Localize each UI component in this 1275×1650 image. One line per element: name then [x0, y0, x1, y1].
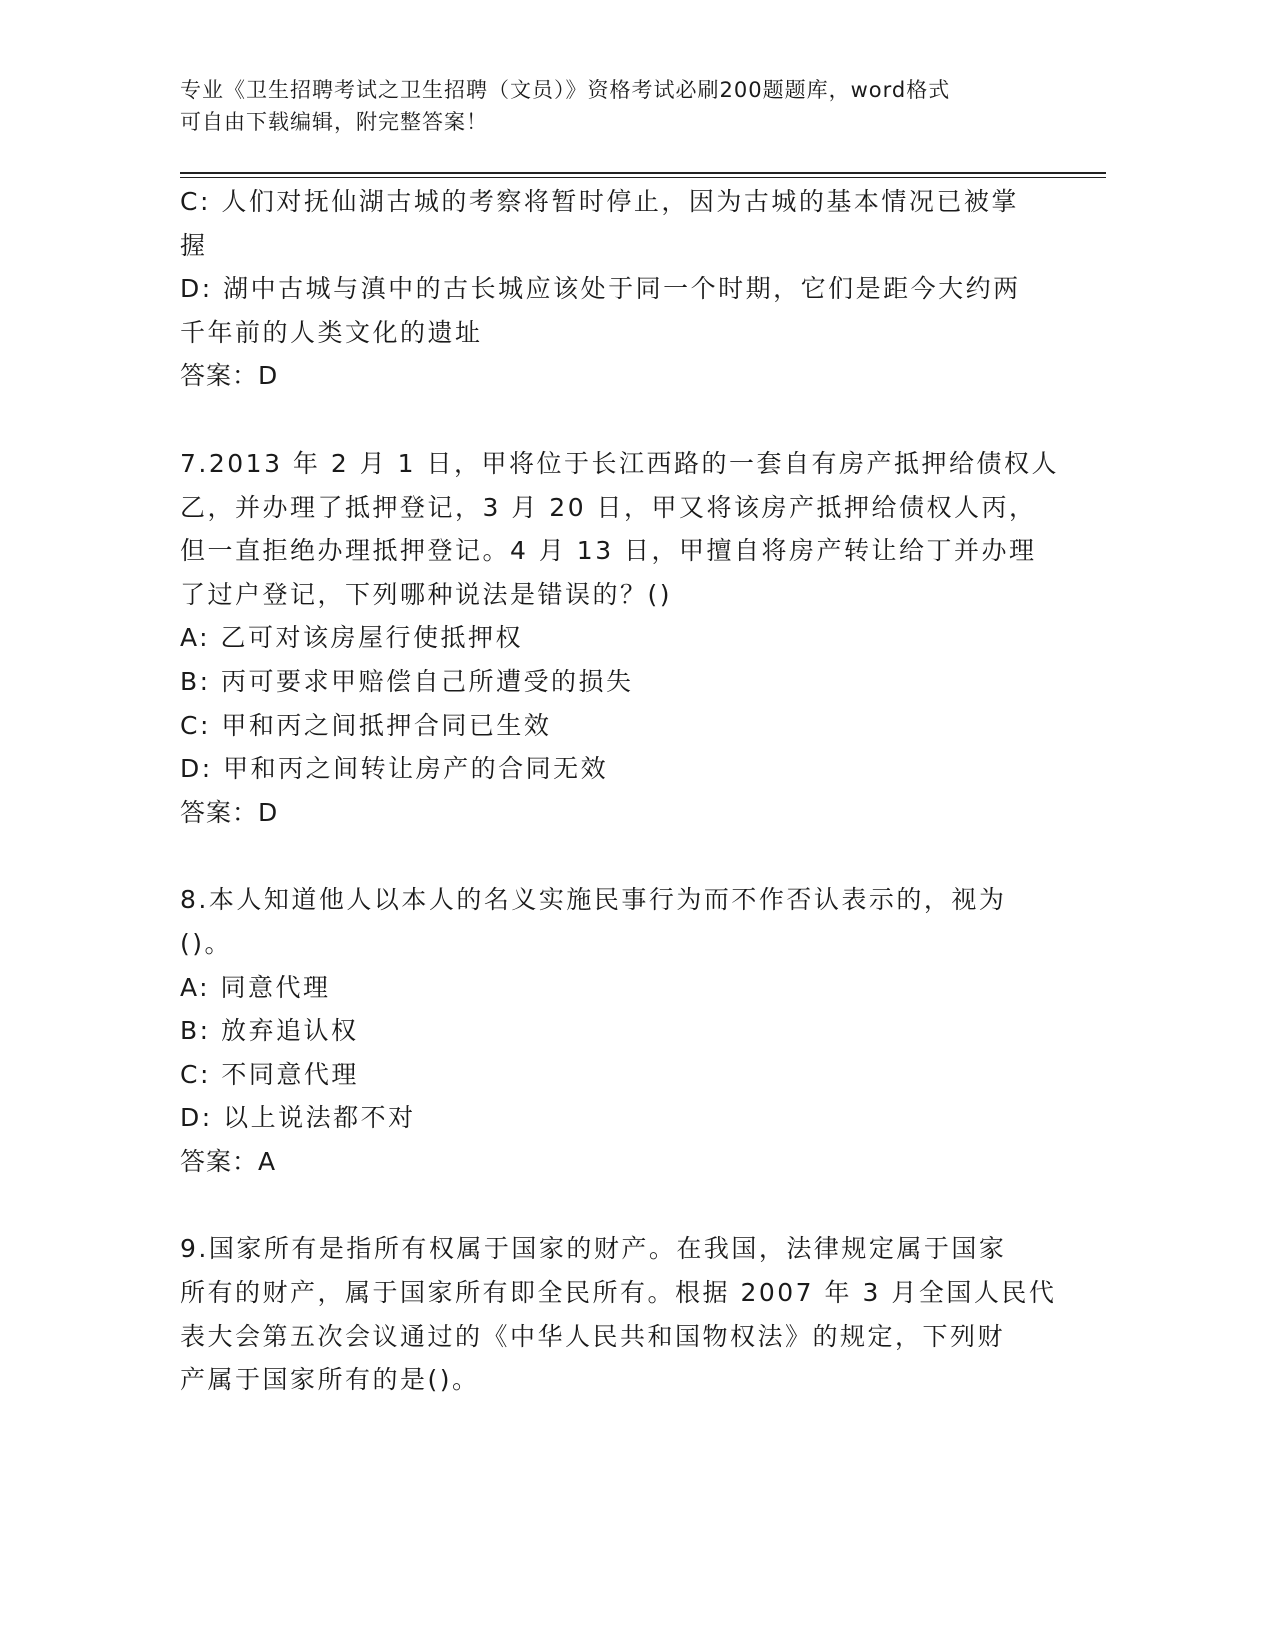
option-a: A: 乙可对该房屋行使抵押权 — [180, 623, 524, 653]
header-rule-thin — [180, 177, 1106, 178]
answer: 答案：D — [180, 797, 279, 827]
document-body — [180, 180, 1060, 1402]
question-stem-line: 所有的财产，属于国家所有即全民所有。根据 2007 年 3 月全国人民代 — [180, 1278, 1057, 1308]
option-d-line-1: D: 湖中古城与滇中的古长城应该处于同一个时期，它们是距今大约两 — [180, 274, 1021, 304]
question-stem-line: ()。 — [180, 928, 233, 958]
question-stem-line: 表大会第五次会议通过的《中华人民共和国物权法》的规定，下列财 — [180, 1321, 1006, 1351]
option-c: C: 不同意代理 — [180, 1059, 359, 1089]
option-c-line-2: 握 — [180, 230, 208, 260]
question-stem-line: 但一直拒绝办理抵押登记。4 月 13 日，甲擅自将房产转让给丁并办理 — [180, 536, 1037, 566]
question-stem-line: 8.本人知道他人以本人的名义实施民事行为而不作否认表示的，视为 — [180, 885, 1007, 915]
spacer — [180, 398, 1030, 442]
question-stem-line: 9.国家所有是指所有权属于国家的财产。在我国，法律规定属于国家 — [180, 1234, 1007, 1264]
question-stem-line: 产属于国家所有的是()。 — [180, 1365, 480, 1395]
option-c: C: 甲和丙之间抵押合同已生效 — [180, 710, 552, 740]
option-b: B: 放弃追认权 — [180, 1016, 359, 1046]
answer: 答案：D — [180, 361, 279, 391]
spacer — [180, 834, 1030, 878]
option-d: D: 以上说法都不对 — [180, 1103, 416, 1133]
option-d-line-2: 千年前的人类文化的遗址 — [180, 317, 483, 347]
header-rule-thick — [180, 172, 1106, 174]
question-stem-line: 乙，并办理了抵押登记，3 月 20 日，甲又将该房产抵押给债权人丙， — [180, 492, 1037, 522]
answer: 答案：A — [180, 1146, 277, 1176]
question-7 — [180, 442, 1060, 834]
option-c-line-1: C: 人们对抚仙湖古城的考察将暂时停止，因为古城的基本情况已被掌 — [180, 187, 1019, 216]
spacer — [180, 1183, 1030, 1227]
previous-question-tail — [180, 180, 1030, 398]
header-line-2: 可自由下载编辑，附完整答案！ — [180, 110, 488, 134]
option-b: B: 丙可要求甲赔偿自己所遭受的损失 — [180, 666, 634, 696]
question-stem-line: 了过户登记，下列哪种说法是错误的？() — [180, 579, 673, 609]
question-9 — [180, 1227, 1057, 1401]
option-a: A: 同意代理 — [180, 972, 331, 1002]
document-header — [180, 74, 1040, 138]
question-8 — [180, 878, 1030, 1183]
header-line-1: 专业《卫生招聘考试之卫生招聘（文员）》资格考试必刷200题题库，word格式 — [180, 78, 951, 102]
question-stem-line: 7.2013 年 2 月 1 日，甲将位于长江西路的一套自有房产抵押给债权人 — [180, 448, 1060, 478]
option-d: D: 甲和丙之间转让房产的合同无效 — [180, 754, 609, 784]
